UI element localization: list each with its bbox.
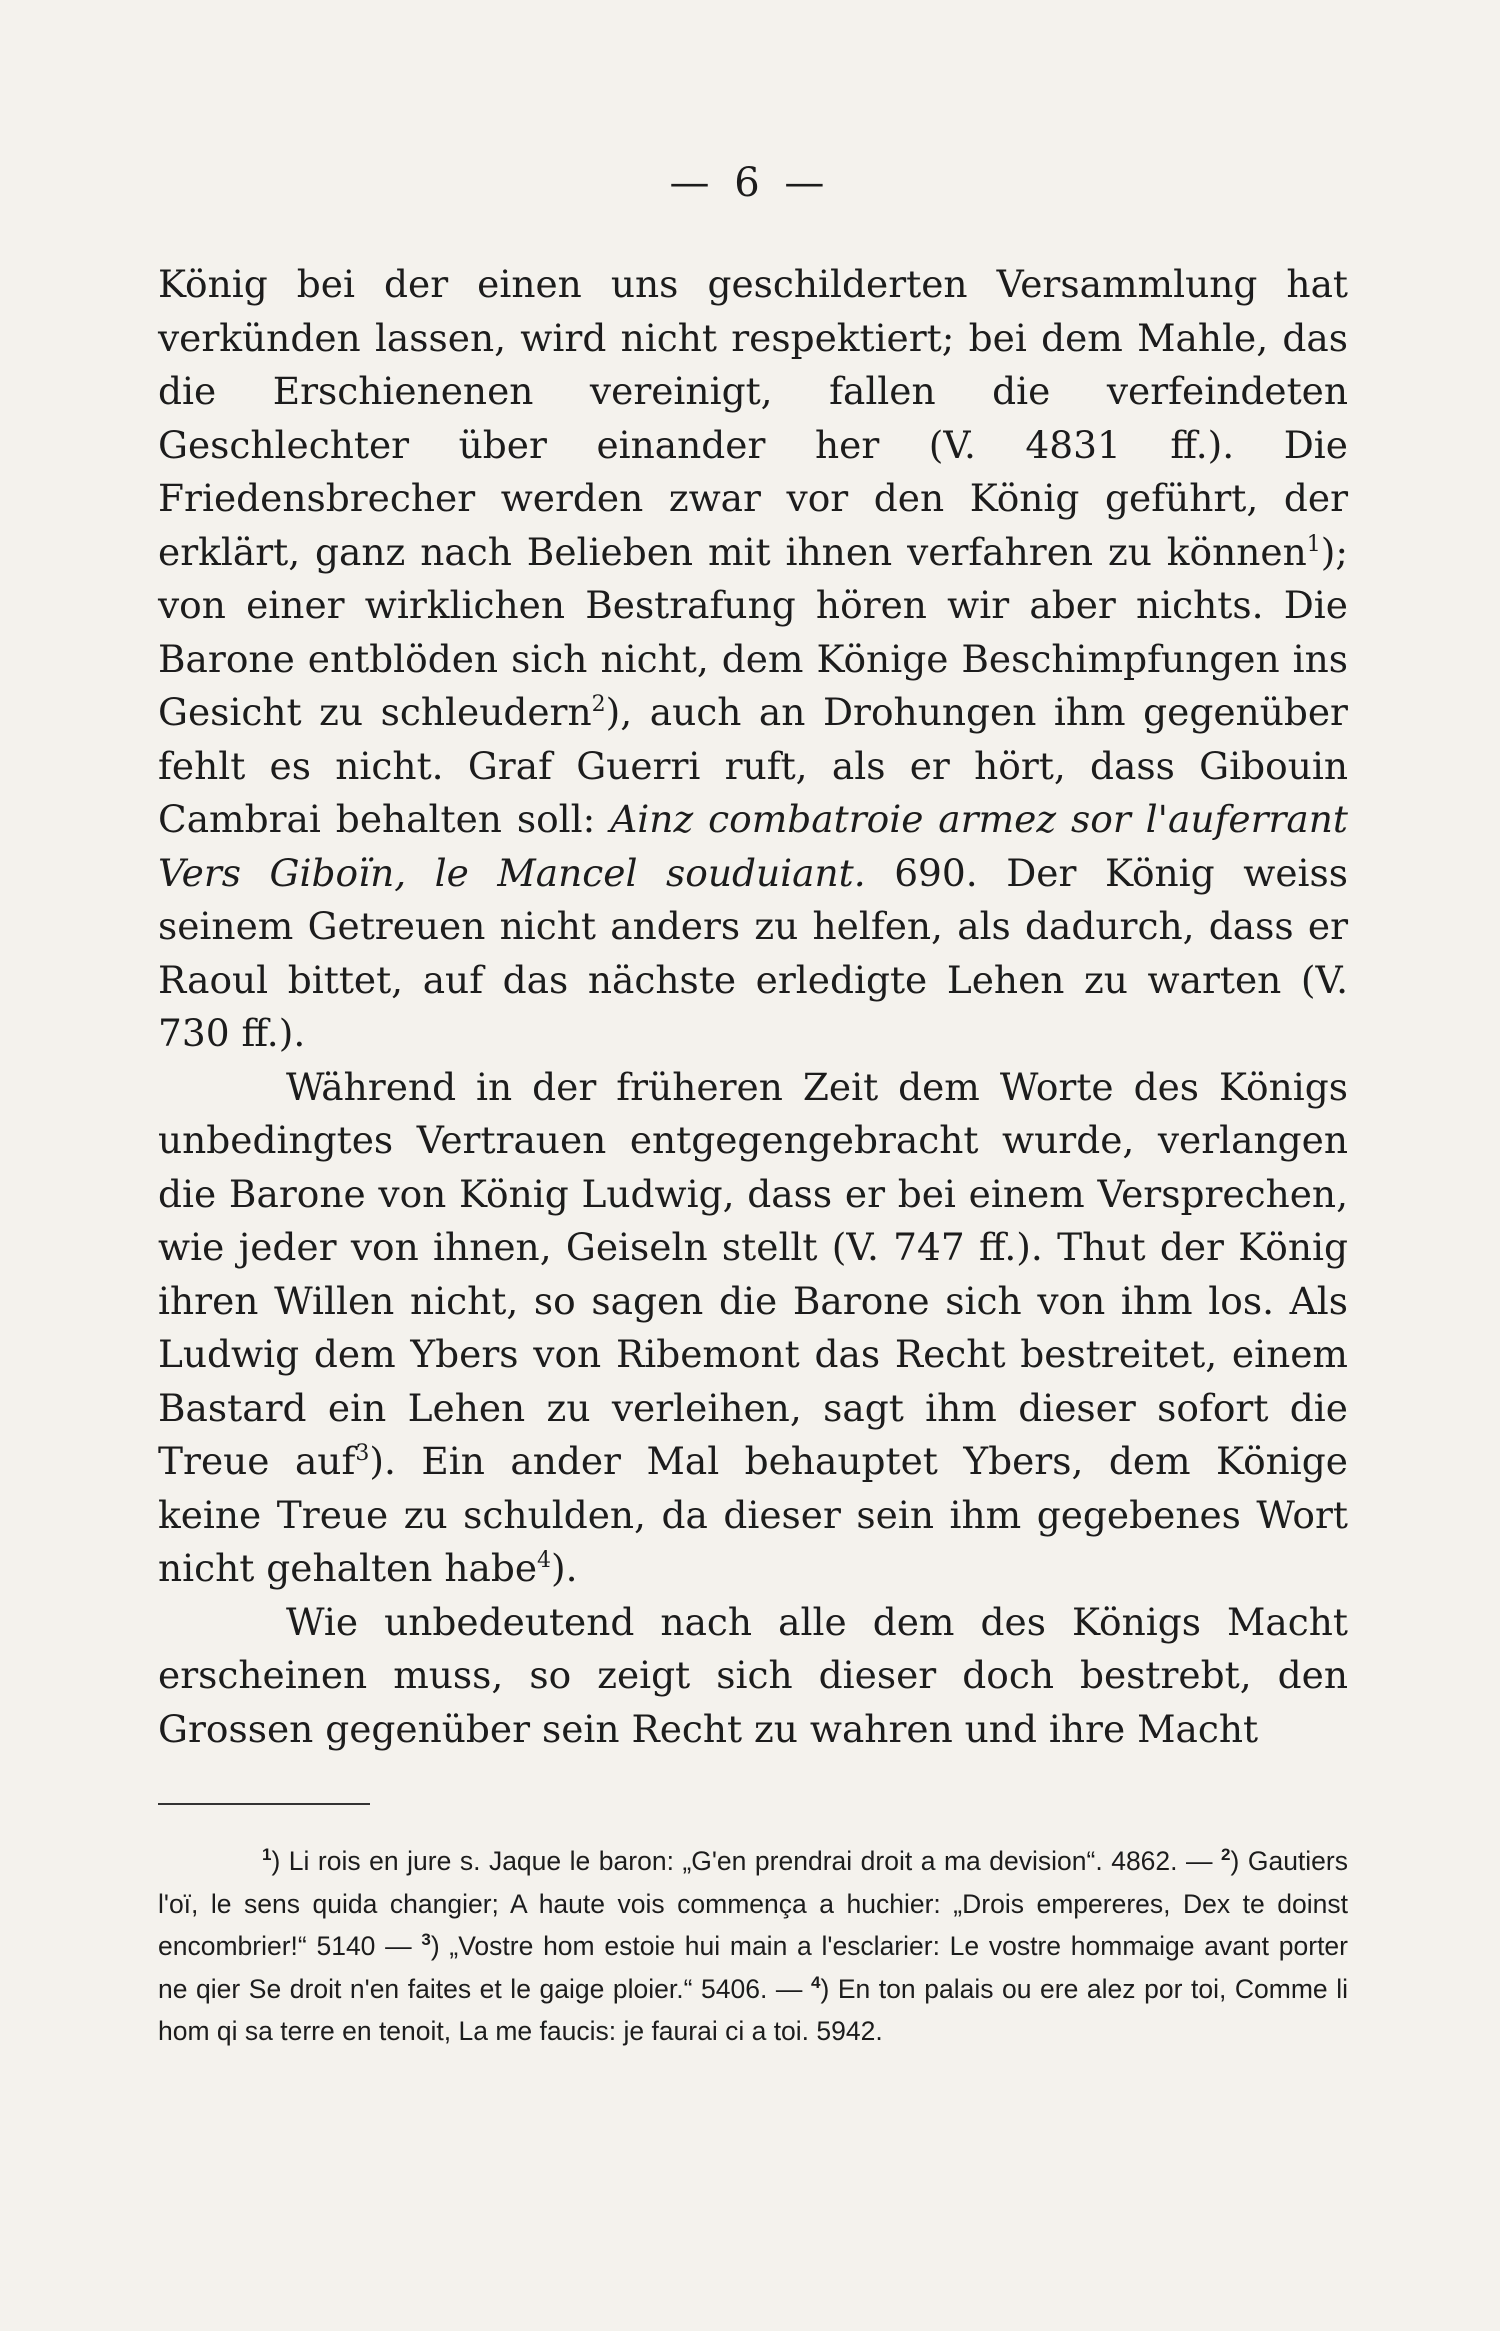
paragraph-1 (158, 258, 1348, 1061)
footnote-ref-1: 1 (1306, 531, 1321, 557)
paragraph-2-text-b: ). Ein ander Mal behauptet Ybers, dem Könige keine Treue zu schulden, da dieser sein ihm gegebenes Wort nicht gehalten habe (158, 1439, 1348, 1590)
footnote-ref-2: 2 (591, 692, 606, 717)
footnote-marker-1: 1 (262, 1845, 272, 1864)
main-text (158, 258, 1348, 1756)
paragraph-2 (158, 1061, 1348, 1596)
paragraph-1-text-a: König bei der einen uns geschilderten Versammlung hat verkünden lassen, wird nicht respektiert; bei dem Mahle, das die Erschienenen vereinigt, fallen die verfeindeten Geschlechter über einander her (V. 4831 ff.). Die Friedensbrecher werden zwar vor den König geführt, der erklärt, ganz nach Belieben mit ihnen verfahren zu können (158, 262, 1348, 574)
footnote-divider (158, 1803, 370, 1805)
footnotes (158, 1840, 1348, 2053)
footnote-1: ) Li rois en jure s. Jaque le baron: „G'en prendrai droit a ma devision“. 4862. — (271, 1846, 1222, 1876)
old-french-quote: Ainz combatroie armez sor l'auferrant Vers Giboïn, le Mancel souduiant. (158, 797, 1348, 895)
paragraph-2-text-c: ). (551, 1546, 578, 1590)
footnote-2: ) Gautiers l'oï, le sens quida changier; A haute vois commença a huchier: „Drois empereres, Dex te doinst encombrier!“ 5140 — (158, 1846, 1349, 1961)
paragraph-1-text-b: ); von einer wirklichen Bestrafung hören wir aber nichts. Die Barone entblöden sich nicht, dem Könige Beschimpfungen ins Gesicht zu schleudern (158, 529, 1348, 734)
footnote-ref-3: 3 (355, 1441, 370, 1466)
footnotes-text (158, 1840, 1348, 2053)
paragraph-3: Wie unbedeutend nach alle dem des Königs Macht erscheinen muss, so zeigt sich dieser doch bestrebt, den Grossen gegenüber sein Recht zu wahren und ihre Macht (158, 1599, 1348, 1751)
paragraph-2-text-a: Während in der früheren Zeit dem Worte des Königs unbedingtes Vertrauen entgegengebracht wurde, verlangen die Barone von König Ludwig, dass er bei einem Versprechen, wie jeder von ihnen, Geiseln stellt (V. 747 ff.). Thut der König ihren Willen nicht, so sagen die Barone sich von ihm los. Als Ludwig dem Ybers von Ribemont das Recht bestreitet, einem Bastard ein Lehen zu verleihen, sagt ihm dieser sofort die Treue auf (158, 1064, 1348, 1483)
footnote-marker-2: 2 (1221, 1845, 1231, 1864)
page-number: — 6 — (669, 160, 831, 206)
footnote-ref-4: 4 (537, 1548, 552, 1573)
footnote-marker-3: 3 (421, 1930, 431, 1949)
footnote-marker-4: 4 (810, 1972, 821, 1992)
paragraph-1-text-c: ), auch an Drohungen ihm gegenüber fehlt es nicht. Graf Guerri ruft, als er hört, dass Gibouin Cambrai behalten soll: (158, 690, 1348, 841)
footnote-3: ) „Vostre hom estoie hui main a l'esclarier: Le vostre hommaige avant porter ne qier Se droit n'en faites et le gaige ploier.“ 5406. — (158, 1931, 1348, 2004)
paragraph-1-text-d: 690. Der König weiss seinem Getreuen nicht anders zu helfen, als dadurch, dass er Raoul bittet, auf das nächste erledigte Lehen zu warten (V. 730 ff.). (158, 850, 1348, 1055)
footnote-4: ) En ton palais ou ere alez por toi, Comme li hom qi sa terre en tenoit, La me faucis: je faurai ci a toi. 5942. (158, 1973, 1348, 2046)
